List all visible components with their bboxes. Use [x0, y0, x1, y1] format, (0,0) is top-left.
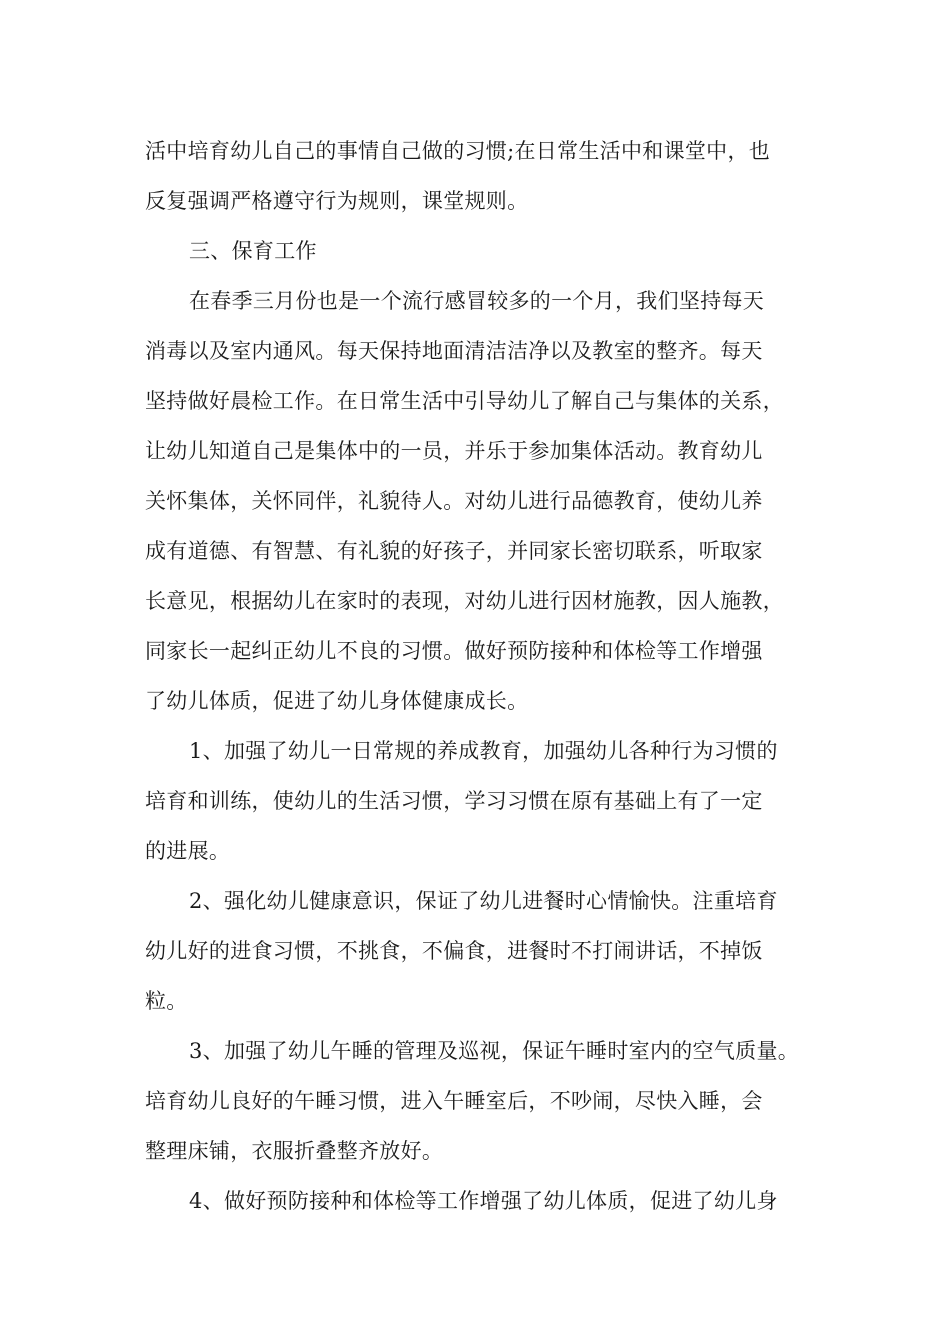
- text-line: 了幼儿体质，促进了幼儿身体健康成长。: [145, 689, 529, 713]
- text-line: 消毒以及室内通风。每天保持地面清洁洁净以及教室的整齐。每天: [145, 339, 763, 363]
- text-line: 粒。: [145, 989, 188, 1013]
- text-line: 的进展。: [145, 839, 231, 863]
- text-line: 同家长一起纠正幼儿不良的习惯。做好预防接种和体检等工作增强: [145, 639, 763, 663]
- text-line: 活中培育幼儿自己的事情自己做的习惯;在日常生活中和课堂中，也: [145, 139, 771, 163]
- list-item-line: 4、做好预防接种和体检等工作增强了幼儿体质，促进了幼儿身: [189, 1189, 778, 1213]
- text-line: 反复强调严格遵守行为规则，课堂规则。: [145, 189, 529, 213]
- text-line: 让幼儿知道自己是集体中的一员，并乐于参加集体活动。教育幼儿: [145, 439, 763, 463]
- list-item-line: 2、强化幼儿健康意识，保证了幼儿进餐时心情愉快。注重培育: [189, 889, 778, 913]
- list-item-line: 1、加强了幼儿一日常规的养成教育，加强幼儿各种行为习惯的: [189, 739, 778, 763]
- text-line: 关怀集体，关怀同伴，礼貌待人。对幼儿进行品德教育，使幼儿养: [145, 489, 763, 513]
- text-line: 长意见，根据幼儿在家时的表现，对幼儿进行因材施教，因人施教，: [145, 589, 784, 613]
- text-line: 培育和训练，使幼儿的生活习惯，学习习惯在原有基础上有了一定: [145, 789, 763, 813]
- text-line: 培育幼儿良好的午睡习惯，进入午睡室后，不吵闹，尽快入睡，会: [145, 1089, 763, 1113]
- section-heading: 三、保育工作: [189, 239, 317, 263]
- text-line: 幼儿好的进食习惯，不挑食，不偏食，进餐时不打闹讲话，不掉饭: [145, 939, 763, 963]
- text-line: 整理床铺，衣服折叠整齐放好。: [145, 1139, 444, 1163]
- text-line: 坚持做好晨检工作。在日常生活中引导幼儿了解自己与集体的关系，: [145, 389, 784, 413]
- text-line: 成有道德、有智慧、有礼貌的好孩子，并同家长密切联系，听取家: [145, 539, 763, 563]
- text-line: 在春季三月份也是一个流行感冒较多的一个月，我们坚持每天: [189, 289, 765, 313]
- list-item-line: 3、加强了幼儿午睡的管理及巡视，保证午睡时室内的空气质量。: [189, 1039, 800, 1063]
